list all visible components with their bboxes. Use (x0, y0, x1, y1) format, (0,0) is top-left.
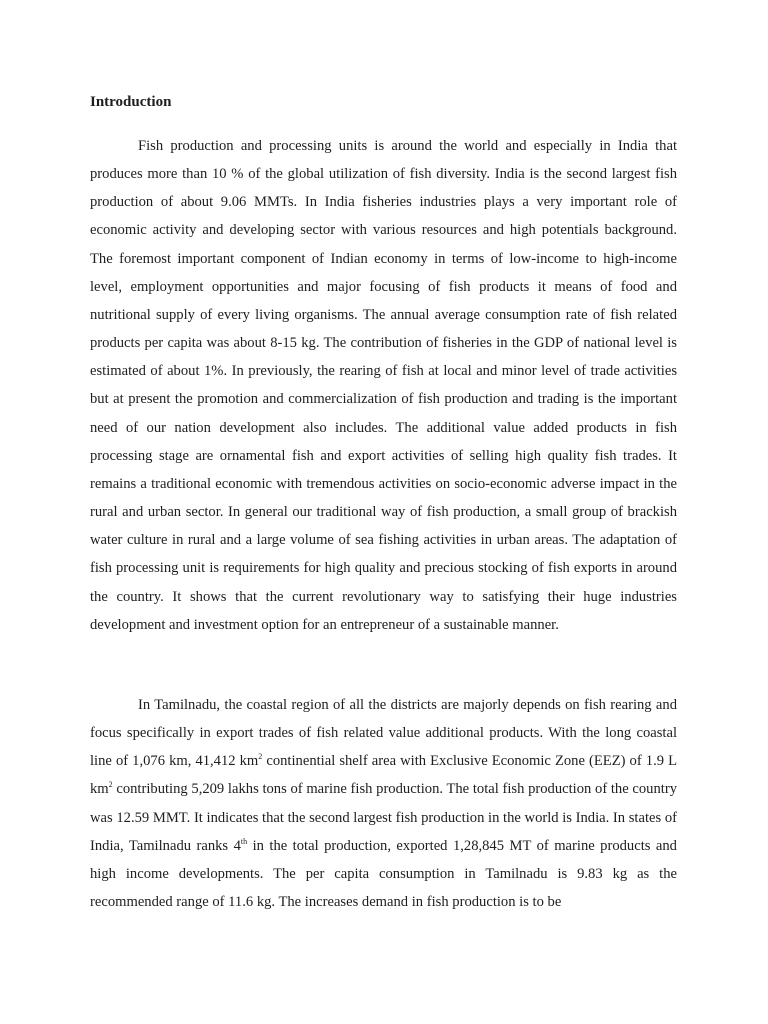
section-heading: Introduction (90, 94, 172, 110)
superscript-squared: 2 (108, 780, 113, 790)
paragraph-1: Fish production and processing units is around the world and especially in India that produces more than 10 % of the global utilization of fish diversity. India is the second largest fish production of about 9.06 MMTs. In India fisheries industries plays a very important role of economic activity and developing sector with various resources and high potentials background. The foremost important component of Indian economy in terms of low-income to high-income level, employment opportunities and major focusing of fish products it means of food and nutritional supply of every living organisms. The annual average consumption rate of fish related products per capita was about 8-15 kg. The contribution of fisheries in the GDP of national level is estimated of about 1%. In previously, the rearing of fish at local and minor level of trade activities but at present the promotion and commercialization of fish production and trading is the important need of our nation development also includes. The additional value added products in fish processing stage are ornamental fish and export activities of selling high quality fish trades. It remains a traditional economic with tremendous activities on socio-economic adverse impact in the rural and urban sector. In general our traditional way of fish production, a small group of brackish water culture in rural and a large volume of sea fishing activities in urban areas. The adaptation of fish processing unit is requirements for high quality and precious stocking of fish exports in around the country. It shows that the current revolutionary way to satisfying their huge industries development and investment option for an entrepreneur of a sustainable manner. (90, 138, 677, 633)
superscript-squared: 2 (258, 752, 263, 762)
superscript-ordinal: th (240, 836, 248, 846)
paragraph-2-text-3: contributing 5,209 lakhs tons of marine fish production. The total fish production of the country was 12.59 MMT. It indicates that the second largest fish production in the world is India. In states of India, Tamilnadu ranks 4 (90, 781, 677, 854)
paragraph-2-text-1: In Tamilnadu, the coastal region of all the districts are majorly depends on fish rearing and focus specifically in export trades of fish related value additional products. With the long coastal line of 1,076 km, 41,412 km (90, 697, 677, 770)
paragraph-2-text-4: in the total production, exported 1,28,845 MT of marine products and high income developments. The per capita consumption in Tamilnadu is 9.83 kg as the recommended range of 11.6 kg. The increases demand in fish production is to be (90, 837, 677, 911)
paragraph-2-text-2: continential shelf area with Exclusive Economic Zone (EEZ) of 1.9 L km (90, 753, 678, 798)
paragraph-2 (90, 691, 677, 916)
